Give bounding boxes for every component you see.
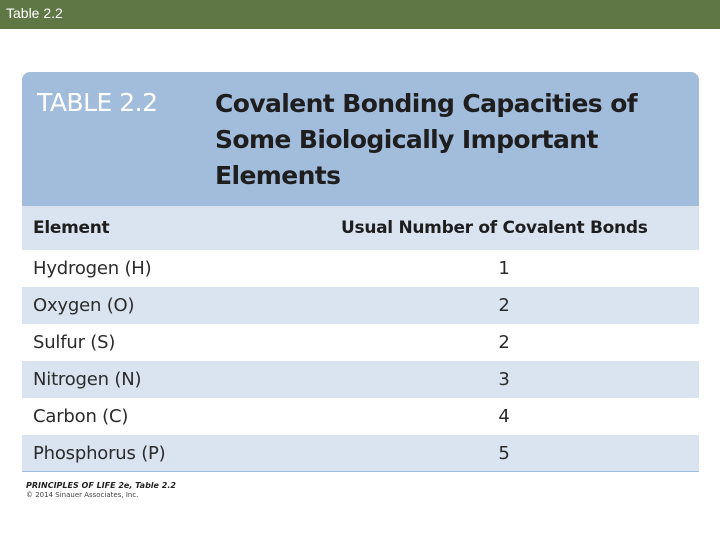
bonds-cell: 3 [498,369,510,390]
table-title: Covalent Bonding Capacities of Some Biologically Important Elements [215,89,638,190]
title-bar [0,0,720,29]
column-header-bonds: Usual Number of Covalent Bonds [341,218,648,238]
element-cell: Carbon (C) [33,406,129,427]
bonds-cell: 5 [498,443,510,464]
table-row [22,435,699,472]
table-label: TABLE 2.2 [37,88,158,117]
table-row [22,324,699,361]
column-header-element: Element [33,218,110,238]
column-header-row [22,206,699,250]
element-cell: Hydrogen (H) [33,258,152,279]
table-row [22,361,699,398]
element-cell: Oxygen (O) [33,295,135,316]
bonds-cell: 2 [498,295,510,316]
element-cell: Nitrogen (N) [33,369,142,390]
table-bottom-rule [22,471,699,472]
source-credit [26,481,176,500]
table-header [22,72,699,206]
copyright-notice: © 2014 Sinauer Associates, Inc. [26,491,139,499]
table-row [22,398,699,435]
table-row [22,250,699,287]
element-cell: Sulfur (S) [33,332,116,353]
bonds-cell: 4 [498,406,510,427]
element-cell: Phosphorus (P) [33,443,166,464]
bonds-cell: 2 [498,332,510,353]
bonding-table [22,72,699,472]
source-citation: PRINCIPLES OF LIFE 2e, Table 2.2 [26,481,176,490]
table-body [22,250,699,472]
table-row [22,287,699,324]
bonds-cell: 1 [498,258,510,279]
window-title: Table 2.2 [6,5,63,21]
